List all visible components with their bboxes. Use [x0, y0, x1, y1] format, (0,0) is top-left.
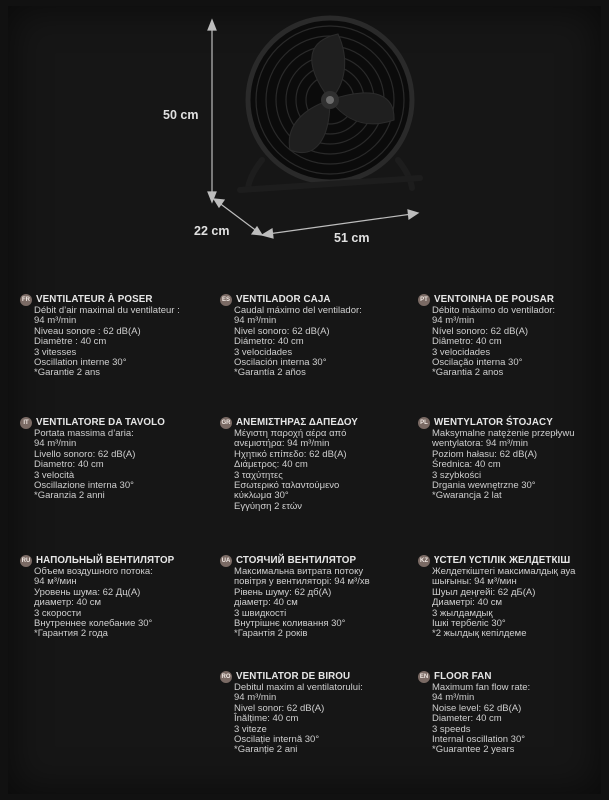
spec-line: Średnica: 40 cm: [432, 459, 501, 471]
depth-label: 22 cm: [194, 224, 230, 238]
spec-block-pt: [420, 294, 609, 379]
spec-line: ανεμιστήρα: 94 m³/min: [234, 438, 330, 450]
spec-block-fr: [22, 294, 212, 379]
language-badge-icon: FR: [20, 294, 32, 306]
language-badge-icon: PL: [418, 417, 430, 429]
spec-line: *Garantie 2 ans: [34, 367, 101, 379]
spec-line: 3 ταχύτητες: [234, 469, 283, 481]
spec-line: Шуыл деңгейі: 62 дБ(А): [432, 586, 536, 598]
spec-line: Diameter: 40 cm: [432, 713, 502, 725]
spec-line: Желдеткіштегі максималдық ауа: [432, 566, 576, 577]
spec-title: VENTILATORE DA TAVOLO: [36, 416, 165, 428]
width-label: 51 cm: [334, 231, 370, 245]
spec-line: Oscilação interna 30°: [432, 357, 523, 369]
spec-line: Livello sonoro: 62 dB(A): [34, 448, 136, 460]
spec-line: *2 жылдық кепілдеме: [432, 628, 527, 640]
spec-line: Уровень шума: 62 Дц(А): [34, 586, 141, 598]
spec-block-ru: [22, 555, 212, 640]
spec-line: *Гарантия 2 года: [34, 628, 108, 640]
language-badge-icon: GR: [220, 417, 232, 429]
spec-block-es: [222, 294, 412, 379]
spec-line: Εγγύηση 2 ετών: [234, 500, 303, 512]
language-badge-icon: EN: [418, 671, 430, 683]
spec-block-pl: [420, 417, 609, 502]
spec-line: Максимальна витрата потоку: [234, 566, 364, 577]
spec-line: 3 velocidades: [234, 346, 293, 358]
spec-line: Oscillazione interna 30°: [34, 480, 134, 492]
spec-line: шығыны: 94 м³/мин: [432, 576, 517, 588]
spec-block-en: [420, 671, 609, 756]
language-badge-icon: RU: [20, 555, 32, 567]
spec-title: VENTILADOR CAJA: [236, 293, 331, 305]
spec-line: 94 m³/min: [34, 315, 77, 327]
spec-block-gr: [222, 417, 412, 512]
spec-line: Ηχητικό επίπεδο: 62 dB(A): [234, 448, 347, 460]
spec-block-ro: [222, 671, 412, 756]
spec-block-kz: [420, 555, 609, 640]
spec-line: Oscillation interne 30°: [34, 357, 127, 369]
spec-line: Diamètre : 40 cm: [34, 336, 107, 348]
spec-line: *Garanție 2 ani: [234, 744, 298, 756]
spec-title: ΑΝΕΜΙΣΤΗΡΑΣ ΔΑΠΕΔΟΥ: [236, 416, 358, 428]
spec-line: 3 vitesses: [34, 346, 77, 358]
spec-line: Diámetro: 40 cm: [234, 336, 304, 348]
spec-line: 94 m³/min: [234, 692, 277, 704]
spec-line: *Garanzia 2 anni: [34, 490, 105, 502]
language-badge-icon: RO: [220, 671, 232, 683]
spec-line: Nivel sonoro: 62 dB(A): [234, 325, 330, 337]
spec-line: Portata massima d’aria:: [34, 428, 134, 439]
spec-title: WENTYLATOR ŚTOJACY: [434, 416, 553, 428]
spec-line: *Guarantee 2 years: [432, 744, 515, 756]
spec-line: Drgania wewnętrzne 30°: [432, 480, 536, 492]
spec-line: 3 скорости: [34, 607, 82, 619]
language-badge-icon: KZ: [418, 555, 430, 567]
language-badge-icon: IT: [20, 417, 32, 429]
spec-line: діаметр: 40 см: [234, 597, 298, 609]
spec-line: Nivel sonor: 62 dB(A): [234, 702, 325, 714]
spec-line: 3 szybkości: [432, 469, 482, 481]
spec-line: *Гарантія 2 років: [234, 628, 308, 640]
spec-line: Maximum fan flow rate:: [432, 682, 531, 693]
spec-line: 3 viteze: [234, 723, 267, 735]
spec-line: 3 velocità: [34, 469, 75, 481]
spec-title: НАПОЛЬНЫЙ ВЕНТИЛЯТОР: [36, 554, 175, 566]
spec-line: Nível sonoro: 62 dB(A): [432, 325, 529, 337]
spec-line: 3 velocidades: [432, 346, 491, 358]
spec-line: Caudal máximo del ventilador:: [234, 305, 362, 316]
spec-line: Εσωτερικό ταλαντούμενο: [234, 480, 340, 492]
spec-line: Débit d’air maximal du ventilateur :: [34, 305, 180, 316]
spec-line: 94 m³/min: [432, 315, 475, 327]
spec-line: Debitul maxim al ventilatorului:: [234, 682, 363, 693]
spec-line: 94 m³/min: [234, 315, 277, 327]
spec-line: Diâmetro: 40 cm: [432, 336, 502, 348]
spec-line: 3 швидкості: [234, 607, 287, 619]
spec-line: *Gwarancja 2 lat: [432, 490, 502, 502]
spec-title: СТОЯЧИЙ ВЕНТИЛЯТОР: [236, 554, 357, 566]
spec-line: *Garantía 2 años: [234, 367, 306, 379]
spec-line: Maksymalne natężenie przepływu: [432, 428, 575, 439]
spec-line: Internal oscillation 30°: [432, 734, 526, 746]
spec-title: VENTOINHA DE POUSAR: [434, 293, 555, 305]
spec-line: κύκλωμα 30°: [234, 490, 289, 502]
spec-line: Oscilație internă 30°: [234, 734, 320, 746]
spec-line: Внутрішнє коливання 30°: [234, 618, 346, 630]
spec-line: Înălțime: 40 cm: [234, 713, 299, 725]
spec-line: 94 m³/min: [432, 692, 475, 704]
language-badge-icon: PT: [418, 294, 430, 306]
language-badge-icon: ES: [220, 294, 232, 306]
spec-line: Ішкі тербеліс 30°: [432, 618, 506, 630]
spec-block-it: [22, 417, 212, 502]
spec-line: Noise level: 62 dB(A): [432, 702, 522, 714]
spec-line: Niveau sonore : 62 dB(A): [34, 325, 141, 337]
spec-line: Объем воздушного потока:: [34, 566, 153, 577]
spec-line: 3 speeds: [432, 723, 471, 735]
spec-block-ua: [222, 555, 412, 640]
spec-line: Рівень шуму: 62 дб(А): [234, 586, 332, 598]
spec-title: FLOOR FAN: [434, 670, 492, 682]
spec-title: VENTILATOR DE BIROU: [236, 670, 351, 682]
height-label: 50 cm: [163, 108, 199, 122]
spec-line: Débito máximo do ventilador:: [432, 305, 556, 316]
spec-line: Diametro: 40 cm: [34, 459, 104, 471]
spec-line: Μέγιστη παροχή αέρα από: [234, 428, 347, 439]
spec-line: диаметр: 40 см: [34, 597, 102, 609]
spec-line: Диаметрі: 40 см: [432, 597, 503, 609]
spec-title: ҮСТЕЛ ҮСТІЛІК ЖЕЛДЕТКІШ: [434, 554, 571, 566]
spec-title: VENTILATEUR À POSER: [36, 293, 153, 305]
spec-line: 3 жылдамдық: [432, 607, 493, 619]
spec-line: Poziom hałasu: 62 dB(A): [432, 448, 538, 460]
spec-line: 94 m³/min: [34, 438, 77, 450]
language-badge-icon: UA: [220, 555, 232, 567]
spec-line: wentylatora: 94 m³/min: [432, 438, 529, 450]
spec-line: *Garantia 2 anos: [432, 367, 504, 379]
spec-line: Oscilación interna 30°: [234, 357, 327, 369]
spec-line: повітря у вентиляторі: 94 м³/хв: [234, 576, 370, 588]
spec-line: Διάμετρος: 40 cm: [234, 459, 308, 471]
spec-line: Внутреннее колебание 30°: [34, 618, 153, 630]
spec-line: 94 м³/мин: [34, 576, 77, 588]
